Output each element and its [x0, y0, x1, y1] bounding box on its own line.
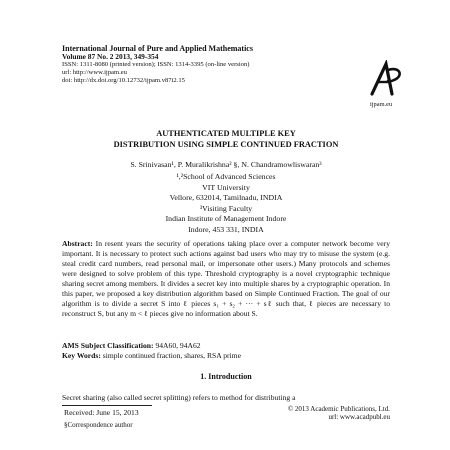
copyright-text: © 2013 Academic Publications, Ltd. [287, 405, 390, 413]
ams-line [62, 341, 390, 351]
author-list: S. Srinivasan¹, P. Muralikrishna² §, N. Chandramowliswaran³ [130, 160, 322, 169]
affiliation-line: Vellore, 632014, Tamilnadu, INDIA [169, 193, 283, 202]
affiliation-line: Indore, 453 331, INDIA [188, 224, 264, 234]
keywords-line [62, 351, 390, 361]
journal-header [62, 44, 392, 84]
title-line-1: AUTHENTICATED MULTIPLE KEY [156, 129, 296, 138]
copyright-block [256, 405, 390, 421]
footnote-divider [62, 405, 152, 406]
affiliation-line: VIT University [202, 182, 250, 192]
keywords-value: simple continued fraction, shares, RSA prime [102, 350, 241, 360]
correspondence-note: §Correspondence author [64, 421, 133, 429]
logo-url: ijpam.eu [370, 101, 393, 108]
affiliation-line: Indian Institute of Management Indore [165, 214, 287, 223]
publisher-url[interactable]: url: www.acadpubl.eu [328, 413, 390, 421]
journal-logo-icon [366, 60, 406, 100]
affiliations [62, 172, 390, 235]
title-line-2: DISTRIBUTION USING SIMPLE CONTINUED FRACTION [113, 140, 339, 149]
abstract [62, 239, 390, 319]
journal-url[interactable]: url: http://www.ijpam.eu [62, 69, 127, 76]
paper-title [62, 128, 390, 150]
keywords-label: Key Words: [62, 350, 101, 360]
section-title: 1. Introduction [200, 372, 252, 381]
doi-link[interactable]: doi: http://dx.doi.org/10.12732/ijpam.v87i2.15 [62, 76, 185, 84]
affiliation-line: ¹,²School of Advanced Sciences [176, 172, 276, 181]
affiliation-line: ³Visiting Faculty [199, 203, 253, 213]
intro-text: Secret sharing (also called secret splitting) refers to method for distributing a [62, 393, 296, 402]
abstract-label: Abstract: [62, 239, 93, 248]
abstract-text: In resent years the security of operations taking place over a computer network become very important. It is necessary to protect such actions against bad users who may try to misuse the system (e.g. steal credit card numbers, read personal mail, or impersonate other users.) Many protocols and schemes were designed to solve problem of this type. Threshold cryptography is a novel cryptographic technique sharing secret among members. It divides a secret key into multiple shares by a cryptographic operation. In this paper, we proposed a key distribution algorithm based on Simple Continued Fraction. The goal of our algorithm is to divide a secret S into ℓ pieces s₁ + s₂ + ··· + sℓ such that, ℓ pieces are necessary to reconstruct S, but any m < ℓ pieces give no information about S. [62, 239, 391, 318]
journal-name: International Journal of Pure and Applied Mathematics [62, 44, 253, 53]
ams-value: 94A60, 94A62 [155, 341, 201, 350]
received-date: Received: June 15, 2013 [64, 408, 139, 417]
volume-info: Volume 87 No. 2 2013, 349-354 [62, 52, 159, 61]
classification-block [62, 341, 390, 360]
ams-label: AMS Subject Classification: [62, 341, 154, 350]
issn-info: ISSN: 1311-8080 (printed version); ISSN: 1314-3395 (on-line version) [62, 61, 250, 69]
